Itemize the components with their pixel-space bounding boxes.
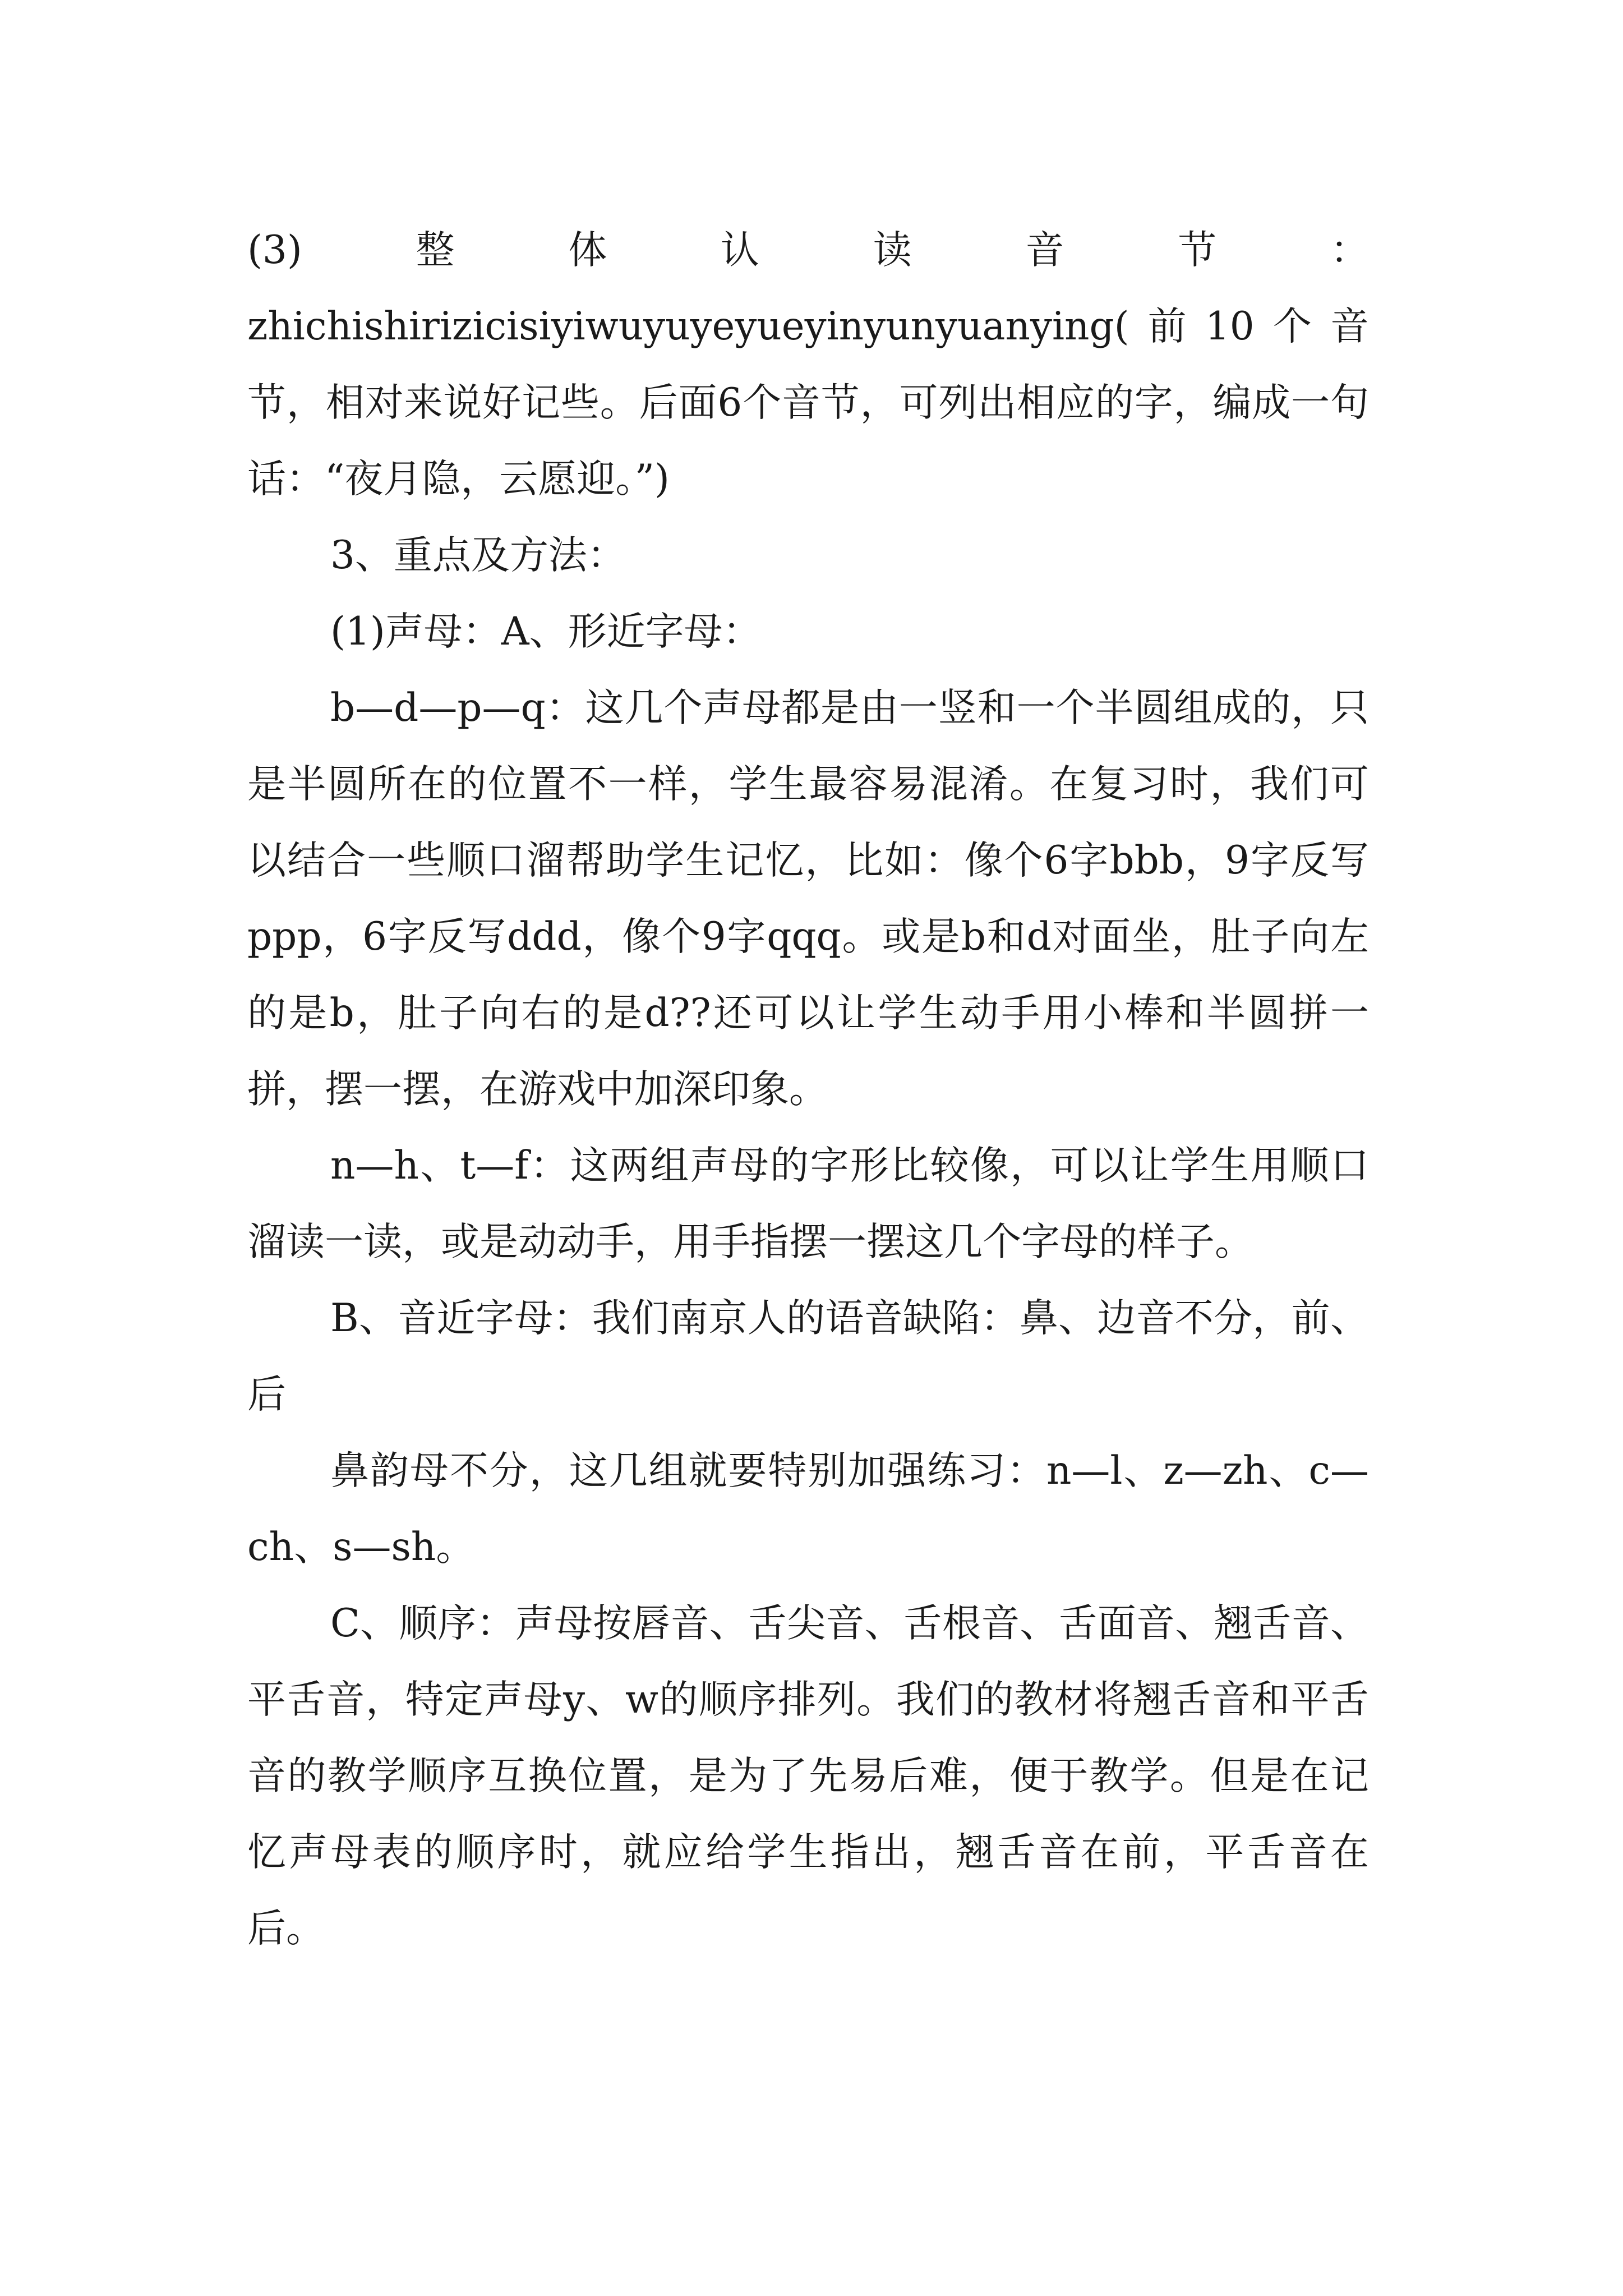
- heading-char: 认: [721, 228, 759, 273]
- heading-char: 读: [873, 228, 912, 273]
- paragraph-initials-heading: (1)声母：A、形近字母：: [330, 609, 762, 654]
- paragraph-syllables: zhichishirizicisiyiwuyuyeyueyinyunyuanying(前10个音节，相对来说好记些。后面6个音节，可列出相应的字，编成一句话：“夜月隐，云愿迎。”): [247, 304, 1369, 501]
- heading-char: 体: [568, 228, 607, 273]
- paragraph-similar-sounds: B、音近字母：我们南京人的语音缺陷：鼻、边音不分，前、后: [247, 1296, 1369, 1417]
- section-heading-3: [247, 212, 1369, 288]
- heading-char: 节: [1178, 228, 1217, 273]
- paragraph-order: C、顺序：声母按唇音、舌尖音、舌根音、舌面音、翘舌音、平舌音，特定声母y、w的顺序排列。我们的教材将翘舌音和平舌音的教学顺序互换位置，是为了先易后难，便于教学。但是在记忆声母表的顺序时，就应给学生指出，翘舌音在前，平舌音在后。: [247, 1601, 1369, 1951]
- paragraph-key-points-heading: 3、重点及方法：: [330, 533, 626, 578]
- paragraph-bdpq: b—d—p—q：这几个声母都是由一竖和一个半圆组成的，只是半圆所在的位置不一样，学生最容易混淆。在复习时，我们可以结合一些顺口溜帮助学生记忆，比如：像个6字bbb，9字反写ppp，6字反写ddd，像个9字qqq。或是b和d对面坐，肚子向左的是b，肚子向右的是d??还可以让学生动手用小棒和半圆拼一拼，摆一摆，在游戏中加深印象。: [247, 685, 1369, 1112]
- heading-char: 音: [1025, 228, 1064, 273]
- document-body: [247, 212, 1369, 1967]
- paragraph-nh-tf: n—h、t—f：这两组声母的字形比较像，可以让学生用顺口溜读一读，或是动动手，用手指摆一摆这几个字母的样子。: [247, 1143, 1369, 1264]
- heading-char: 整: [416, 228, 455, 273]
- heading-char: ：: [1330, 228, 1369, 273]
- paragraph-nasal-finals: 鼻韵母不分，这几组就要特别加强练习：n—l、z—zh、c—ch、s—sh。: [247, 1448, 1369, 1570]
- heading-marker: (3): [247, 228, 302, 273]
